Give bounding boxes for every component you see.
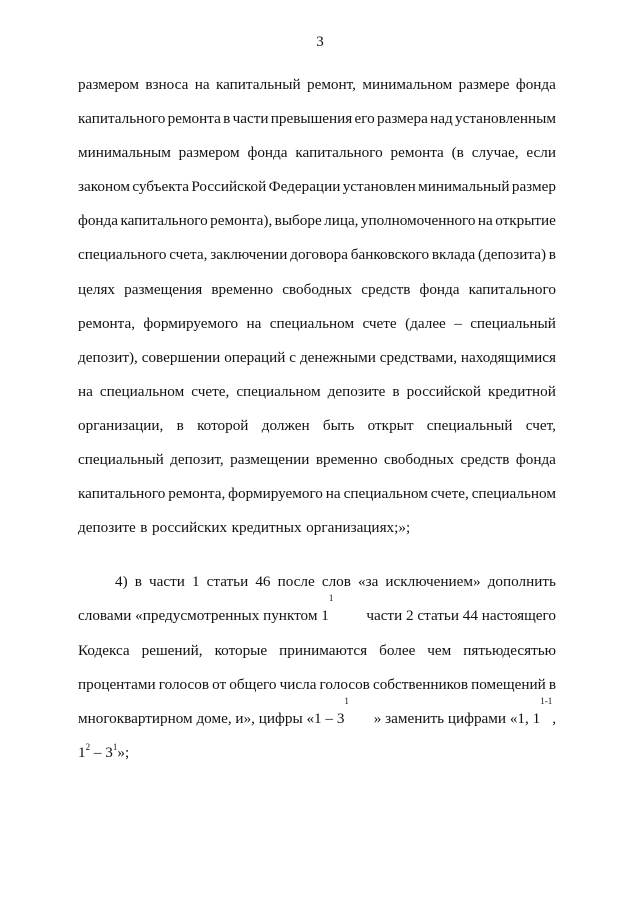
word: кредитных bbox=[231, 519, 302, 537]
word: законом bbox=[78, 178, 130, 196]
word: временно bbox=[211, 280, 274, 298]
word: специального bbox=[78, 246, 167, 264]
text-line bbox=[78, 375, 556, 409]
word: счете, bbox=[191, 382, 230, 400]
word: минимальном bbox=[362, 76, 453, 93]
superscript: 2 bbox=[85, 741, 91, 752]
text-fragment: – 3 bbox=[90, 743, 113, 761]
word: быть bbox=[322, 416, 355, 434]
paragraph-2 bbox=[78, 565, 556, 770]
word: дополнить bbox=[487, 573, 556, 591]
word: процентами bbox=[78, 675, 156, 693]
word: минимальный bbox=[418, 178, 510, 196]
word: специальный bbox=[78, 451, 164, 469]
word: на bbox=[78, 382, 93, 400]
text-line bbox=[78, 443, 556, 477]
word: в bbox=[392, 382, 400, 400]
word: открыт bbox=[367, 416, 414, 434]
word: должен bbox=[261, 416, 310, 434]
word: договора bbox=[290, 246, 348, 264]
text-line bbox=[78, 102, 556, 136]
superscript: 1 bbox=[328, 593, 334, 604]
word: счета, bbox=[169, 246, 208, 264]
word: ремонта bbox=[167, 110, 221, 128]
text-line bbox=[78, 273, 556, 307]
superscript: 1-1 bbox=[540, 695, 553, 706]
text-line bbox=[78, 477, 556, 511]
word: собственников bbox=[372, 675, 468, 693]
word: выборе bbox=[274, 212, 322, 230]
word: установленным bbox=[455, 110, 556, 128]
word: (далее bbox=[405, 314, 446, 332]
word: ремонт, bbox=[306, 76, 356, 93]
word: части bbox=[148, 573, 185, 591]
word: общего bbox=[229, 675, 277, 693]
text-line bbox=[78, 341, 556, 375]
word: депозит, bbox=[170, 451, 224, 469]
word: в bbox=[223, 110, 231, 128]
word: взноса bbox=[145, 76, 189, 93]
word: депозите bbox=[327, 382, 386, 400]
word: средствами, bbox=[379, 348, 457, 366]
text-line bbox=[78, 668, 556, 702]
word: капитального bbox=[78, 110, 166, 128]
word: минимальным bbox=[78, 144, 171, 162]
word: размером bbox=[178, 144, 240, 162]
word: специальном bbox=[99, 382, 185, 400]
word: банковского bbox=[350, 246, 430, 264]
word: – bbox=[454, 314, 462, 332]
word: кредитной bbox=[488, 382, 556, 400]
word: депозите bbox=[78, 519, 136, 537]
text-line bbox=[78, 695, 556, 736]
text-line bbox=[78, 736, 556, 770]
word: более bbox=[379, 641, 416, 659]
word: организации, bbox=[78, 416, 164, 434]
word: «за bbox=[358, 573, 379, 591]
word: капитального bbox=[120, 212, 208, 230]
text-segment: , bbox=[552, 709, 556, 727]
word: (в bbox=[451, 144, 464, 162]
word: на bbox=[194, 76, 210, 93]
superscript: 1 bbox=[112, 741, 118, 752]
text-line bbox=[78, 565, 556, 599]
word: ремонта), bbox=[210, 212, 273, 230]
word: голосов bbox=[319, 675, 370, 693]
word: фонда bbox=[247, 144, 288, 162]
word: счет, bbox=[525, 416, 556, 434]
word: счете, bbox=[430, 485, 469, 503]
word: в bbox=[134, 573, 142, 591]
word: размер bbox=[511, 178, 556, 196]
word: специальном bbox=[236, 382, 321, 400]
word: специальном bbox=[471, 485, 556, 503]
word: числа bbox=[279, 675, 317, 693]
word: превышения bbox=[270, 110, 353, 128]
page-number: 3 bbox=[316, 34, 324, 50]
text-line bbox=[78, 68, 556, 102]
word: депозит), bbox=[78, 348, 138, 366]
word: в bbox=[176, 416, 184, 434]
text-fragment: »; bbox=[117, 743, 130, 761]
word: с bbox=[289, 348, 297, 366]
word: пятьюдесятью bbox=[463, 641, 556, 659]
word: операций bbox=[224, 348, 286, 366]
superscript: 1 bbox=[344, 695, 349, 706]
word: размером bbox=[78, 76, 139, 93]
word: на bbox=[477, 212, 493, 230]
text-segment bbox=[78, 736, 129, 770]
text-segment: многоквартирном доме, и», цифры «1 – 3 bbox=[78, 709, 345, 727]
word: после bbox=[277, 573, 315, 591]
word: голосов bbox=[158, 675, 210, 693]
word: которые bbox=[214, 641, 268, 659]
text-segment: части 2 статьи 44 настоящего bbox=[366, 607, 556, 625]
word: принимаются bbox=[279, 641, 368, 659]
word: в bbox=[140, 519, 148, 537]
word: ремонта bbox=[390, 144, 444, 162]
word: капитального bbox=[468, 280, 556, 298]
word: свободных bbox=[383, 451, 454, 469]
word: организациях;»; bbox=[306, 519, 411, 537]
word: субъекта bbox=[132, 178, 189, 196]
text-line bbox=[78, 511, 556, 545]
word: в bbox=[548, 246, 556, 264]
text-fragment: 1 bbox=[78, 743, 86, 761]
word: находящимися bbox=[460, 348, 556, 366]
word: ремонта, bbox=[78, 314, 136, 332]
word: формируемого bbox=[143, 314, 239, 332]
word: фонда bbox=[78, 212, 119, 230]
text-line bbox=[78, 409, 556, 443]
word: над bbox=[430, 110, 453, 128]
word: специальном bbox=[343, 485, 428, 503]
word: 1 bbox=[191, 573, 200, 591]
word: вклада bbox=[431, 246, 476, 264]
text-line bbox=[78, 136, 556, 170]
word: формируемого bbox=[228, 485, 323, 503]
word: помещений bbox=[471, 675, 546, 693]
word: фонда bbox=[515, 451, 556, 469]
word: средств bbox=[460, 451, 510, 469]
word: целях bbox=[78, 280, 116, 298]
word: которой bbox=[197, 416, 249, 434]
word: фонда bbox=[515, 76, 556, 93]
word: лица, bbox=[324, 212, 359, 230]
word: размере bbox=[458, 76, 510, 93]
text-line bbox=[78, 634, 556, 668]
word: чем bbox=[427, 641, 452, 659]
word: Кодекса bbox=[78, 641, 130, 659]
word: в bbox=[548, 675, 556, 693]
text-segment: словами «предусмотренных пунктом 1 bbox=[78, 607, 329, 625]
text-line bbox=[78, 170, 556, 204]
text-segment: » заменить цифрами «1, 1 bbox=[373, 709, 541, 727]
word: фонда bbox=[419, 280, 460, 298]
word: на bbox=[325, 485, 341, 503]
word: специальном bbox=[269, 314, 355, 332]
word: уполномоченного bbox=[360, 212, 476, 230]
word: исключением» bbox=[385, 573, 481, 591]
word: 46 bbox=[255, 573, 271, 591]
text-line bbox=[78, 204, 556, 238]
word: размещении bbox=[230, 451, 310, 469]
word: размера bbox=[377, 110, 428, 128]
word: случае, bbox=[471, 144, 519, 162]
word: решений, bbox=[141, 641, 203, 659]
word: Федерации bbox=[268, 178, 341, 196]
word: средств bbox=[361, 280, 411, 298]
document-body bbox=[78, 68, 556, 770]
word: специальный bbox=[426, 416, 513, 434]
word: установлен bbox=[342, 178, 416, 196]
word: слов bbox=[321, 573, 351, 591]
word: на bbox=[246, 314, 262, 332]
word: денежными bbox=[299, 348, 376, 366]
word: (депозита) bbox=[478, 246, 546, 264]
text-line bbox=[78, 593, 556, 633]
word: 4) bbox=[115, 573, 128, 591]
word: капитального bbox=[78, 485, 166, 503]
word: специальный bbox=[470, 314, 556, 332]
word: капитального bbox=[295, 144, 383, 162]
word: российской bbox=[406, 382, 481, 400]
word: свободных bbox=[282, 280, 353, 298]
word: Российской bbox=[191, 178, 267, 196]
word: капитальный bbox=[215, 76, 301, 93]
word: счете bbox=[362, 314, 397, 332]
word: заключении bbox=[210, 246, 288, 264]
text-line bbox=[78, 238, 556, 272]
paragraph-1 bbox=[78, 68, 556, 545]
word: совершении bbox=[141, 348, 221, 366]
word: если bbox=[526, 144, 556, 162]
word: ремонта, bbox=[168, 485, 226, 503]
word: статьи bbox=[206, 573, 249, 591]
text-line bbox=[78, 307, 556, 341]
word: части bbox=[232, 110, 269, 128]
word: размещения bbox=[124, 280, 203, 298]
word: российских bbox=[151, 519, 228, 537]
word: временно bbox=[315, 451, 378, 469]
word: от bbox=[212, 675, 227, 693]
word: его bbox=[354, 110, 375, 128]
word: открытие bbox=[495, 212, 556, 230]
